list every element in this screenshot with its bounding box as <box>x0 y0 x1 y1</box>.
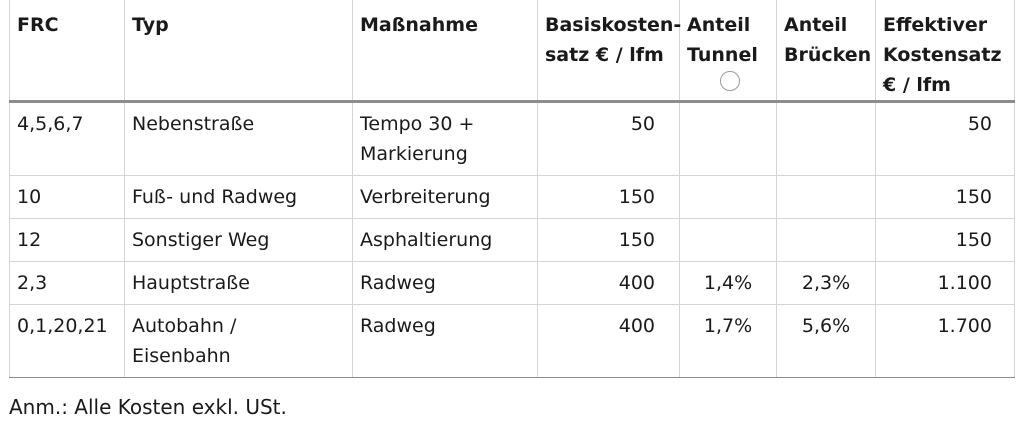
cell-typ: Hauptstraße <box>125 262 353 305</box>
cell-massnahme: Tempo 30 + Markierung <box>353 102 538 176</box>
cell-basis: 150 <box>538 176 680 219</box>
cell-typ: Fuß- und Radweg <box>125 176 353 219</box>
table-row <box>10 176 1015 219</box>
header-anteil-tunnel[interactable]: Anteil Tunnel <box>680 0 777 102</box>
header-effektiver-kostensatz[interactable]: Effektiver Kostensatz € / lfm <box>876 0 1015 102</box>
table-row <box>10 219 1015 262</box>
cell-bruecken <box>777 102 876 176</box>
cell-tunnel: 1,7% <box>680 305 777 378</box>
cell-bruecken <box>777 176 876 219</box>
cell-basis: 400 <box>538 262 680 305</box>
header-typ[interactable]: Typ <box>125 0 353 102</box>
cost-table <box>9 0 1015 378</box>
table-row <box>10 102 1015 176</box>
cell-tunnel <box>680 219 777 262</box>
cell-effektiv: 50 <box>876 102 1015 176</box>
cell-bruecken: 2,3% <box>777 262 876 305</box>
cell-typ: Sonstiger Weg <box>125 219 353 262</box>
cell-massnahme: Radweg <box>353 305 538 378</box>
header-row <box>10 0 1015 102</box>
cell-tunnel <box>680 176 777 219</box>
cell-bruecken: 5,6% <box>777 305 876 378</box>
cell-effektiv: 150 <box>876 219 1015 262</box>
radio-circle-icon[interactable] <box>720 71 740 91</box>
cell-typ: Autobahn / Eisenbahn <box>125 305 353 378</box>
cost-table-container <box>9 0 1014 378</box>
cell-basis: 400 <box>538 305 680 378</box>
cell-massnahme: Radweg <box>353 262 538 305</box>
table-row <box>10 262 1015 305</box>
header-basiskostensatz[interactable]: Basiskosten- satz € / lfm <box>538 0 680 102</box>
cell-frc: 12 <box>10 219 125 262</box>
cell-tunnel <box>680 102 777 176</box>
cell-frc: 0,1,20,21 <box>10 305 125 378</box>
cell-typ: Nebenstraße <box>125 102 353 176</box>
cell-effektiv: 1.100 <box>876 262 1015 305</box>
footnote: Anm.: Alle Kosten exkl. USt. <box>9 395 287 419</box>
cell-effektiv: 1.700 <box>876 305 1015 378</box>
cell-frc: 4,5,6,7 <box>10 102 125 176</box>
cell-frc: 10 <box>10 176 125 219</box>
header-frc[interactable]: FRC <box>10 0 125 102</box>
header-anteil-bruecken[interactable]: Anteil Brücken <box>777 0 876 102</box>
header-massnahme[interactable]: Maßnahme <box>353 0 538 102</box>
cell-effektiv: 150 <box>876 176 1015 219</box>
cell-massnahme: Asphaltierung <box>353 219 538 262</box>
cell-basis: 150 <box>538 219 680 262</box>
cell-tunnel: 1,4% <box>680 262 777 305</box>
cell-bruecken <box>777 219 876 262</box>
cell-massnahme: Verbreiterung <box>353 176 538 219</box>
cell-basis: 50 <box>538 102 680 176</box>
table-row <box>10 305 1015 378</box>
cell-frc: 2,3 <box>10 262 125 305</box>
